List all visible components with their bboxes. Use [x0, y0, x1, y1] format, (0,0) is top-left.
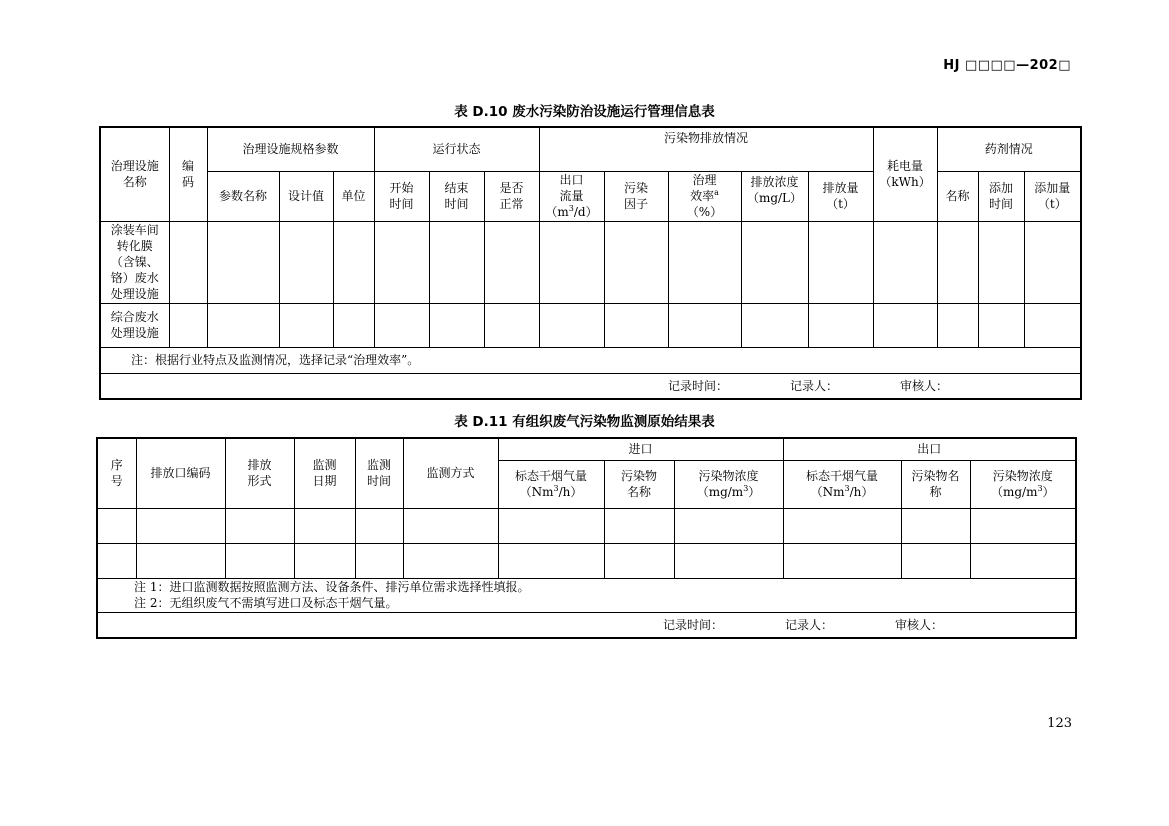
- sub-outlet-flow: [539, 171, 604, 221]
- sub-add-time: 添加 时间: [978, 171, 1024, 221]
- empty-cell[interactable]: [808, 221, 873, 303]
- header-inlet: 进口: [498, 438, 783, 460]
- sub-pollution-factor: 污染 因子: [604, 171, 668, 221]
- empty-cell[interactable]: [207, 221, 279, 303]
- sub-inlet-conc-unit-b: ）: [748, 485, 761, 499]
- table-d11: [96, 437, 1077, 639]
- recorder-label: 记录人：: [785, 617, 834, 632]
- empty-cell[interactable]: [169, 221, 207, 303]
- sub-end-time: 结束 时间: [429, 171, 484, 221]
- empty-cell[interactable]: [294, 508, 355, 543]
- sub-discharge-conc: 排放浓度 （mg/L）: [741, 171, 808, 221]
- sub-outlet-flow: [783, 460, 901, 508]
- sub-is-normal: 是否 正常: [484, 171, 539, 221]
- empty-cell[interactable]: [498, 508, 604, 543]
- standard-code: HJ □□□□—202□: [943, 58, 1071, 73]
- empty-cell[interactable]: [403, 543, 498, 578]
- empty-cell[interactable]: [604, 508, 674, 543]
- sub-inlet-pollutant-name: 污染物 名称: [604, 460, 674, 508]
- facility-name-cell: 涂装车间 转化膜 （含镍、 铬）废水 处理设施: [100, 221, 169, 303]
- sub-outlet-flow-sup: 3: [844, 484, 850, 493]
- header-code: 编 码: [169, 127, 207, 221]
- empty-cell[interactable]: [873, 303, 937, 347]
- recorder-label: 记录人：: [790, 378, 839, 393]
- header-monitor-method: 监测方式: [403, 438, 498, 508]
- sub-inlet-conc-label: 污染物浓度: [698, 469, 759, 483]
- header-power: 耗电量 （kWh）: [873, 127, 937, 221]
- empty-cell[interactable]: [604, 221, 668, 303]
- empty-cell[interactable]: [294, 543, 355, 578]
- empty-cell[interactable]: [741, 303, 808, 347]
- empty-cell[interactable]: [374, 221, 429, 303]
- sub-inlet-conc-unit-a: （mg/m: [696, 485, 744, 499]
- header-monitor-date: 监测 日期: [294, 438, 355, 508]
- empty-cell[interactable]: [783, 543, 901, 578]
- sub-outlet-flow-label: 出口 流量: [559, 173, 584, 203]
- header-run-status: 运行状态: [374, 127, 539, 171]
- empty-cell[interactable]: [225, 508, 294, 543]
- reviewer-label: 审核人：: [900, 378, 949, 393]
- sub-outlet-flow-unit-b: /h）: [849, 485, 874, 499]
- table-d10: [99, 126, 1082, 400]
- empty-cell[interactable]: [741, 221, 808, 303]
- sub-start-time: 开始 时间: [374, 171, 429, 221]
- sub-outlet-flow-unit-a: （m: [545, 205, 569, 219]
- table-note: 注：根据行业特点及监测情况，选择记录“治理效率”。: [100, 347, 1081, 373]
- empty-cell[interactable]: [604, 303, 668, 347]
- empty-cell[interactable]: [970, 543, 1076, 578]
- header-monitor-time: 监测 时间: [355, 438, 403, 508]
- empty-cell[interactable]: [978, 221, 1024, 303]
- empty-cell[interactable]: [808, 303, 873, 347]
- empty-cell[interactable]: [97, 543, 136, 578]
- table-d10-title: 表 D.10 废水污染防治设施运行管理信息表: [454, 104, 715, 120]
- sub-outlet-conc-sup: 3: [1037, 484, 1043, 493]
- sub-param-name: 参数名称: [207, 171, 279, 221]
- sub-inlet-flow-sup: 3: [553, 484, 559, 493]
- page-number: 123: [1047, 716, 1072, 731]
- empty-cell[interactable]: [355, 508, 403, 543]
- empty-cell[interactable]: [333, 303, 374, 347]
- sub-reagent-name: 名称: [937, 171, 978, 221]
- empty-cell[interactable]: [604, 543, 674, 578]
- table-row: [97, 543, 1076, 578]
- sub-outlet-flow-unit-a: （Nm: [810, 485, 845, 499]
- header-seq: 序 号: [97, 438, 136, 508]
- sub-eff-label: 治理 效率: [690, 173, 717, 203]
- header-discharge-form: 排放 形式: [225, 438, 294, 508]
- sub-outlet-flow-unit-b: /d）: [573, 205, 598, 219]
- record-time-label: 记录时间：: [668, 378, 729, 393]
- empty-cell[interactable]: [1024, 221, 1081, 303]
- empty-cell[interactable]: [169, 303, 207, 347]
- header-pollutant-discharge: 污染物排放情况: [539, 127, 873, 171]
- sub-outlet-flow-sup: 3: [568, 204, 574, 213]
- empty-cell[interactable]: [374, 303, 429, 347]
- empty-cell[interactable]: [668, 303, 741, 347]
- empty-cell[interactable]: [978, 303, 1024, 347]
- sub-inlet-flow-label: 标态干烟气量: [514, 469, 587, 483]
- signature-row: [100, 373, 1081, 399]
- empty-cell[interactable]: [207, 303, 279, 347]
- sub-unit: 单位: [333, 171, 374, 221]
- empty-cell[interactable]: [136, 508, 225, 543]
- header-outlet-code: 排放口编码: [136, 438, 225, 508]
- empty-cell[interactable]: [539, 303, 604, 347]
- table-d11-title: 表 D.11 有组织废气污染物监测原始结果表: [454, 414, 715, 430]
- empty-cell[interactable]: [136, 543, 225, 578]
- empty-cell[interactable]: [668, 221, 741, 303]
- table-row: [97, 508, 1076, 543]
- empty-cell[interactable]: [539, 221, 604, 303]
- table-row: [100, 303, 1081, 347]
- empty-cell[interactable]: [1024, 303, 1081, 347]
- sub-eff-footnote: a: [714, 188, 719, 197]
- reviewer-label: 审核人：: [895, 617, 944, 632]
- empty-cell[interactable]: [901, 508, 970, 543]
- header-spec-params: 治理设施规格参数: [207, 127, 374, 171]
- note-1: 注 1：进口监测数据按照监测方法、设备条件、排污单位需求选择性填报。: [134, 580, 530, 594]
- empty-cell[interactable]: [484, 303, 539, 347]
- empty-cell[interactable]: [498, 543, 604, 578]
- empty-cell[interactable]: [970, 508, 1076, 543]
- header-reagent: 药剂情况: [937, 127, 1081, 171]
- empty-cell[interactable]: [279, 303, 333, 347]
- empty-cell[interactable]: [429, 303, 484, 347]
- sub-design-value: 设计值: [279, 171, 333, 221]
- sub-outlet-flow-label: 标态干烟气量: [805, 469, 878, 483]
- table-row: [100, 221, 1081, 303]
- sub-eff-unit: （%）: [686, 205, 723, 219]
- header-outlet: 出口: [783, 438, 1076, 460]
- sub-inlet-flow-unit-b: /h）: [558, 485, 583, 499]
- empty-cell[interactable]: [937, 221, 978, 303]
- facility-name-cell: 综合废水 处理设施: [100, 303, 169, 347]
- sub-outlet-conc-label: 污染物浓度: [992, 469, 1053, 483]
- table-notes: [97, 578, 1076, 612]
- sub-inlet-flow-unit-a: （Nm: [519, 485, 554, 499]
- sub-outlet-pollutant-name: 污染物名 称: [901, 460, 970, 508]
- empty-cell[interactable]: [937, 303, 978, 347]
- empty-cell[interactable]: [873, 221, 937, 303]
- sub-inlet-conc: [674, 460, 783, 508]
- empty-cell[interactable]: [674, 543, 783, 578]
- empty-cell[interactable]: [225, 543, 294, 578]
- empty-cell[interactable]: [355, 543, 403, 578]
- empty-cell[interactable]: [279, 221, 333, 303]
- sub-add-amount: 添加量 （t）: [1024, 171, 1081, 221]
- sub-treatment-efficiency: [668, 171, 741, 221]
- header-facility-name: 治理设施 名称: [100, 127, 169, 221]
- sub-outlet-conc-unit-a: （mg/m: [990, 485, 1038, 499]
- sub-inlet-flow: [498, 460, 604, 508]
- empty-cell[interactable]: [429, 221, 484, 303]
- empty-cell[interactable]: [403, 508, 498, 543]
- empty-cell[interactable]: [97, 508, 136, 543]
- note-2: 注 2：无组织废气不需填写进口及标态干烟气量。: [134, 596, 398, 610]
- empty-cell[interactable]: [901, 543, 970, 578]
- sub-outlet-conc-unit-b: ）: [1042, 485, 1055, 499]
- empty-cell[interactable]: [484, 221, 539, 303]
- sub-outlet-conc: [970, 460, 1076, 508]
- empty-cell[interactable]: [674, 508, 783, 543]
- record-time-label: 记录时间：: [662, 617, 723, 632]
- sub-inlet-conc-sup: 3: [743, 484, 749, 493]
- empty-cell[interactable]: [783, 508, 901, 543]
- empty-cell[interactable]: [333, 221, 374, 303]
- signature-row: [97, 612, 1076, 638]
- sub-discharge-amount: 排放量 （t）: [808, 171, 873, 221]
